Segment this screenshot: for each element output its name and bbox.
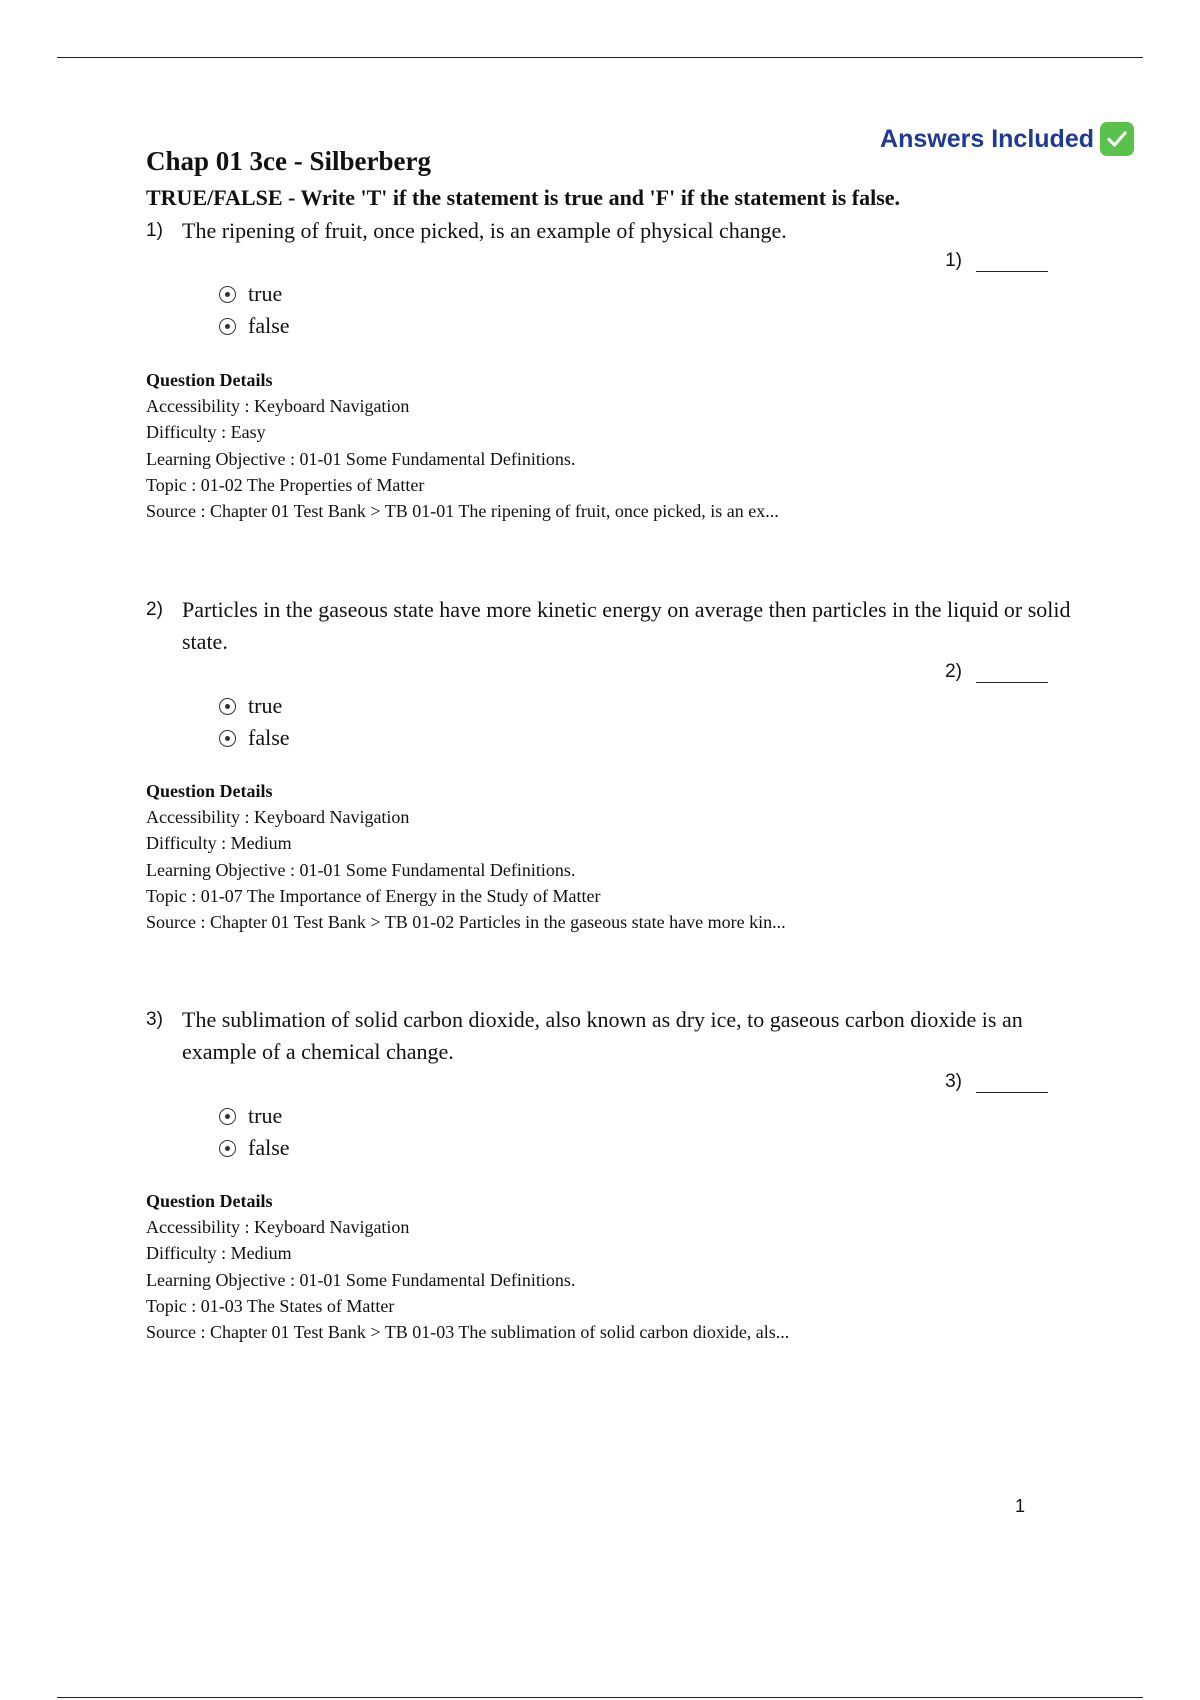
question-text [146,215,1086,247]
details-learning-objective: Learning Objective : 01-01 Some Fundamental Definitions. [146,859,576,880]
options [219,278,290,342]
option-label: true [248,693,283,718]
radio-icon[interactable] [219,698,236,715]
radio-icon[interactable] [219,318,236,335]
details-topic: Topic : 01-02 The Properties of Matter [146,474,425,495]
question-details [146,1188,789,1345]
options [219,690,290,754]
details-source: Source : Chapter 01 Test Bank > TB 01-01 The ripening of fruit, once picked, is an ex... [146,501,779,522]
radio-icon[interactable] [219,1140,236,1157]
badge-label: Answers Included [880,124,1094,153]
answer-blank-label: 3) [945,1071,962,1092]
top-rule [57,57,1143,58]
details-accessibility: Accessibility : Keyboard Navigation [146,1217,410,1238]
details-topic: Topic : 01-03 The States of Matter [146,1295,395,1316]
option-false[interactable] [219,722,290,754]
answers-included-badge [880,122,1134,156]
document-title: Chap 01 3ce - Silberberg [146,146,431,176]
question-statement: Particles in the gaseous state have more kinetic energy on average then particles in the liquid or solid state. [182,597,1071,654]
answer-blank [945,661,1048,683]
question-details [146,367,779,524]
answer-blank [945,250,1048,272]
option-true[interactable] [219,690,290,722]
details-accessibility: Accessibility : Keyboard Navigation [146,396,410,417]
instructions: TRUE/FALSE - Write 'T' if the statement is true and 'F' if the statement is false. [146,185,901,210]
option-false[interactable] [219,310,290,342]
answer-blank [945,1071,1048,1093]
option-label: false [248,725,290,750]
question-1 [146,215,1086,535]
radio-icon[interactable] [219,730,236,747]
answer-blank-label: 2) [945,661,962,682]
question-number: 3) [146,1009,163,1030]
radio-icon[interactable] [219,1108,236,1125]
option-true[interactable] [219,1100,290,1132]
details-learning-objective: Learning Objective : 01-01 Some Fundamental Definitions. [146,448,576,469]
details-topic: Topic : 01-07 The Importance of Energy in the Study of Matter [146,885,601,906]
details-difficulty: Difficulty : Medium [146,1243,292,1264]
question-number: 1) [146,220,163,241]
check-mark-icon [1100,122,1134,156]
radio-icon[interactable] [219,286,236,303]
question-statement: The sublimation of solid carbon dioxide, also known as dry ice, to gaseous carbon dioxide is an example of a chemical change. [182,1007,1023,1064]
question-3 [146,1004,1086,1344]
question-2 [146,594,1086,934]
answer-line[interactable] [976,1076,1048,1093]
option-label: true [248,1103,283,1128]
details-heading: Question Details [146,781,273,801]
details-difficulty: Difficulty : Medium [146,833,292,854]
answer-line[interactable] [976,255,1048,272]
option-label: true [248,281,283,306]
page-number: 1 [1015,1496,1026,1516]
option-false[interactable] [219,1132,290,1164]
details-heading: Question Details [146,1191,273,1211]
answer-line[interactable] [976,666,1048,683]
option-label: false [248,1135,290,1160]
question-text [146,594,1086,658]
details-learning-objective: Learning Objective : 01-01 Some Fundamental Definitions. [146,1269,576,1290]
option-label: false [248,313,290,338]
question-details [146,778,786,935]
answer-blank-label: 1) [945,250,962,271]
option-true[interactable] [219,278,290,310]
bottom-rule [57,1697,1143,1698]
details-difficulty: Difficulty : Easy [146,422,266,443]
question-statement: The ripening of fruit, once picked, is an example of physical change. [182,218,787,243]
options [219,1100,290,1164]
question-text [146,1004,1086,1068]
details-heading: Question Details [146,370,273,390]
details-source: Source : Chapter 01 Test Bank > TB 01-02 Particles in the gaseous state have more kin... [146,912,786,933]
details-source: Source : Chapter 01 Test Bank > TB 01-03 The sublimation of solid carbon dioxide, als... [146,1322,790,1343]
question-number: 2) [146,599,163,620]
details-accessibility: Accessibility : Keyboard Navigation [146,807,410,828]
